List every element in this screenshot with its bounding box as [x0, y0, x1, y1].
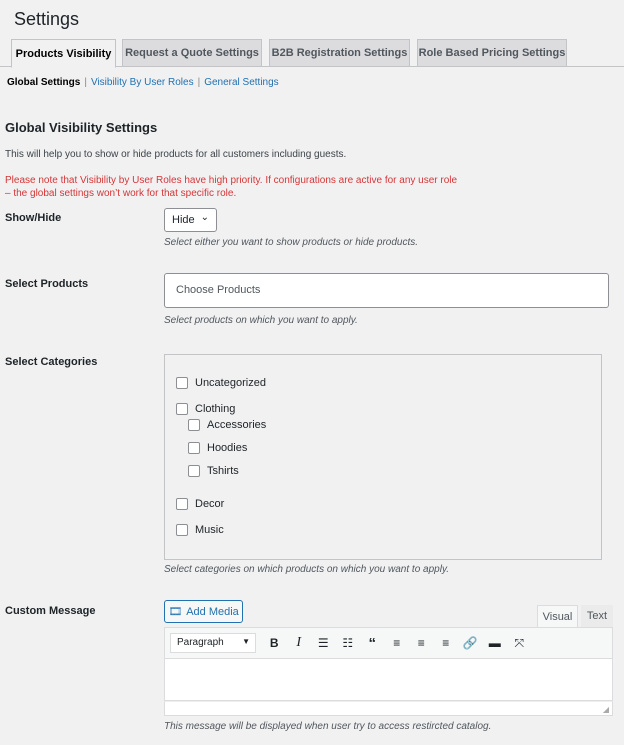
custom-message-label: Custom Message	[5, 605, 96, 617]
tab-request-quote[interactable]: Request a Quote Settings	[122, 39, 262, 67]
category-checkbox[interactable]	[188, 465, 239, 477]
bullet-list-icon[interactable]: ☰	[317, 636, 329, 650]
subnav-global-settings[interactable]: Global Settings	[7, 77, 81, 88]
resize-handle-icon[interactable]: ◢	[602, 705, 609, 714]
products-hint: Select products on which you want to apply.	[164, 315, 358, 326]
category-label: Clothing	[195, 403, 236, 415]
category-label: Decor	[195, 498, 225, 510]
category-checkbox[interactable]	[176, 524, 224, 536]
checkbox[interactable]	[188, 465, 200, 477]
fullscreen-icon[interactable]: ⤧	[514, 635, 525, 650]
caret-down-icon: ▼	[242, 637, 250, 646]
media-icon: 🎞	[168, 606, 183, 618]
categories-label: Select Categories	[5, 356, 98, 368]
checkbox[interactable]	[176, 498, 188, 510]
format-select[interactable]	[170, 633, 256, 653]
align-left-icon[interactable]: ≡	[393, 636, 401, 650]
editor-toolbar	[164, 627, 613, 659]
show-hide-select[interactable]	[164, 208, 217, 232]
tab-bar	[0, 39, 624, 67]
align-right-icon[interactable]: ≡	[442, 636, 450, 650]
category-label: Accessories	[207, 419, 267, 431]
add-media-button[interactable]	[164, 600, 243, 623]
categories-hint: Select categories on which products on which you want to apply.	[164, 564, 449, 575]
tab-b2b-registration[interactable]: B2B Registration Settings	[269, 39, 410, 67]
align-center-icon[interactable]: ≡	[417, 636, 425, 650]
category-label: Uncategorized	[195, 377, 266, 389]
tab-text[interactable]: Text	[581, 605, 613, 627]
section-heading: Global Visibility Settings	[5, 120, 158, 135]
notice-line: Please note that Visibility by User Roles have high priority. If configurations are active for any user role	[5, 175, 458, 186]
subnav-general-settings[interactable]: General Settings	[204, 77, 279, 88]
bold-icon[interactable]: B	[269, 636, 279, 650]
checkbox[interactable]	[176, 377, 188, 389]
show-hide-label: Show/Hide	[5, 212, 62, 224]
tab-visual[interactable]: Visual	[537, 605, 578, 627]
subnav	[7, 77, 279, 88]
format-value: Paragraph	[177, 637, 224, 648]
add-media-label: Add Media	[186, 605, 239, 618]
separator: |	[84, 77, 87, 88]
section-description: This will help you to show or hide products for all customers including guests.	[5, 149, 347, 160]
notice-line: – the global settings won’t work for that specific role.	[5, 188, 237, 199]
blockquote-icon[interactable]: “	[368, 634, 376, 652]
italic-icon[interactable]: I	[296, 635, 302, 650]
chevron-down-icon: ⌄	[200, 212, 209, 223]
checkbox[interactable]	[188, 419, 200, 431]
editor-statusbar	[164, 701, 613, 716]
category-checkbox[interactable]	[188, 419, 266, 431]
category-label: Tshirts	[207, 465, 239, 477]
category-label: Hoodies	[207, 442, 248, 454]
read-more-icon[interactable]: ▬	[488, 636, 501, 650]
category-checkbox[interactable]	[176, 377, 266, 389]
checkbox[interactable]	[176, 524, 188, 536]
category-checkbox[interactable]	[188, 442, 247, 454]
tab-products-visibility[interactable]: Products Visibility	[11, 39, 116, 68]
checkbox[interactable]	[176, 403, 188, 415]
show-hide-value: Hide	[172, 214, 195, 226]
category-checkbox[interactable]	[176, 403, 235, 415]
priority-notice	[5, 174, 457, 200]
products-input[interactable]: Choose Products	[164, 273, 609, 308]
category-checkbox[interactable]	[176, 498, 224, 510]
page-title: Settings	[14, 9, 80, 29]
checkbox[interactable]	[188, 442, 200, 454]
subnav-visibility-by-user-roles[interactable]: Visibility By User Roles	[90, 77, 194, 88]
separator: |	[197, 77, 201, 88]
link-icon[interactable]: 🔗	[462, 636, 478, 650]
numbered-list-icon[interactable]: ☷	[342, 636, 354, 650]
message-editor[interactable]	[164, 659, 613, 701]
category-label: Music	[195, 524, 224, 536]
message-hint: This message will be displayed when user try to access restircted catalog.	[164, 721, 492, 732]
tab-role-based-pricing[interactable]: Role Based Pricing Settings	[417, 39, 567, 67]
products-label: Select Products	[5, 278, 89, 290]
show-hide-hint: Select either you want to show products or hide products.	[164, 237, 419, 248]
